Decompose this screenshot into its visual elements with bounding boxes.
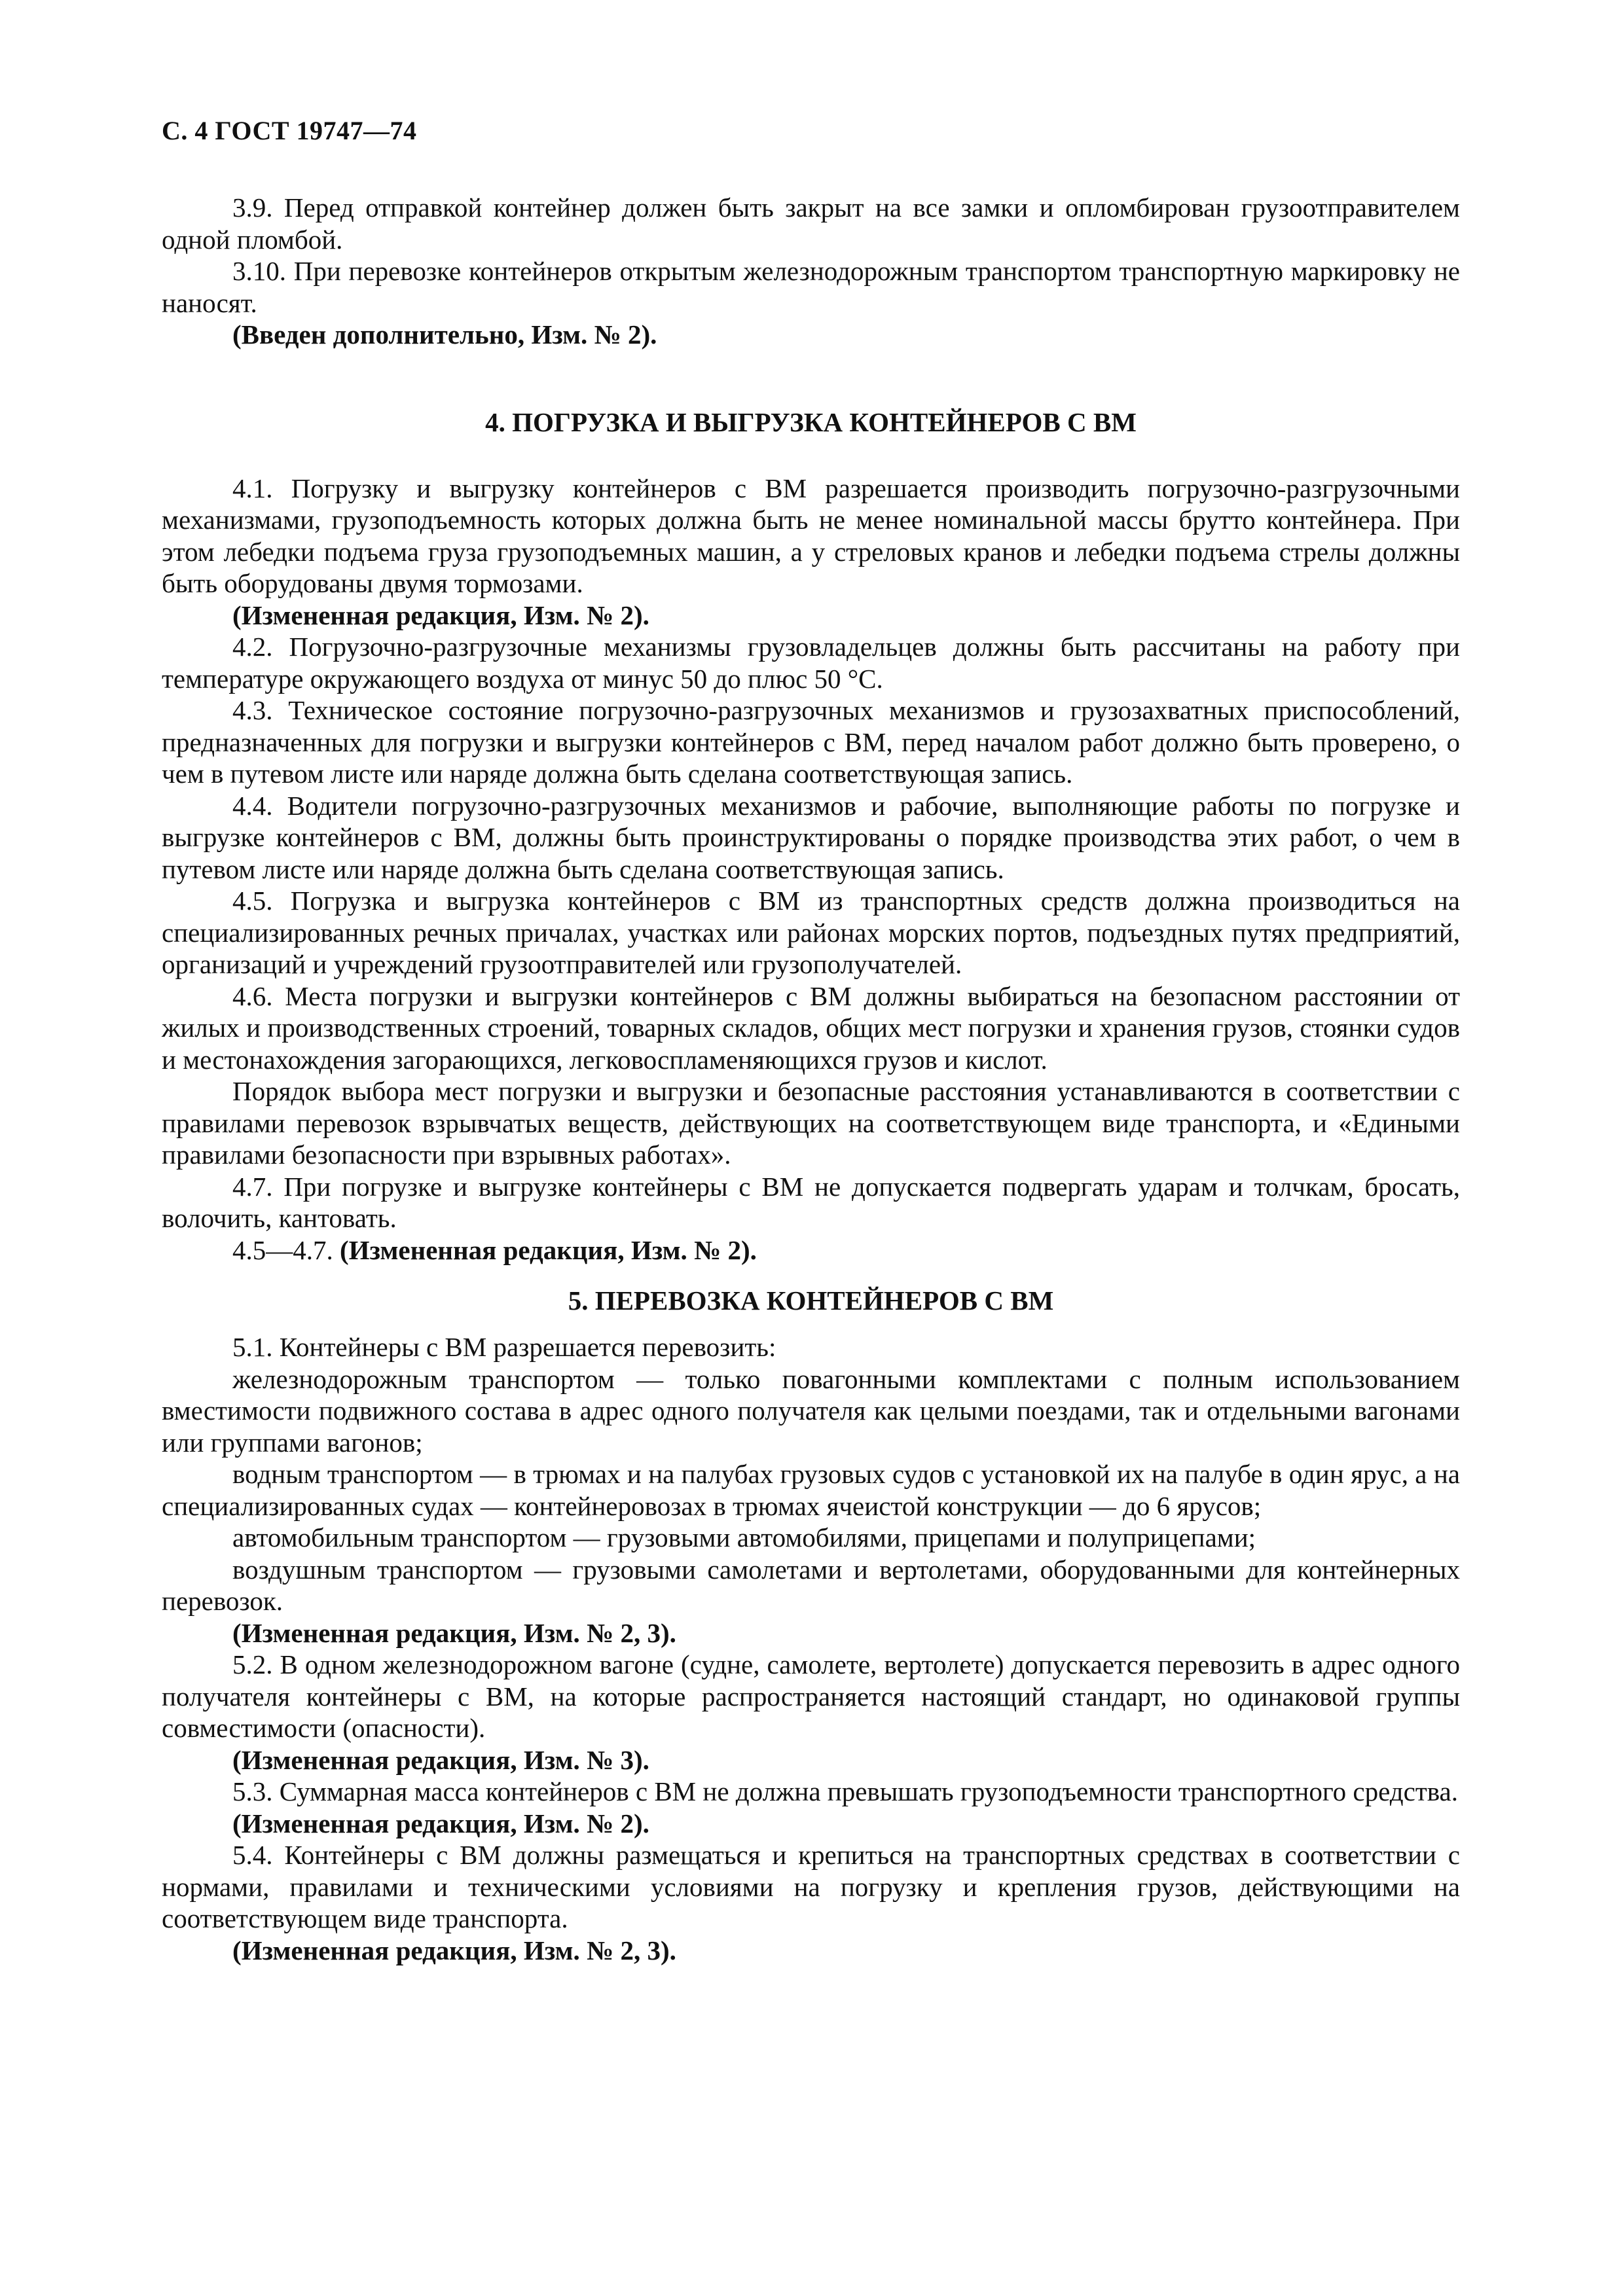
paragraph-5-1-rail: железнодорожным транспортом — только повагонными комплектами с полным использованием вместимости подвижного состава в адрес одного получателя как целыми поездами, так и отдельными вагонами или группами вагонов; [162, 1363, 1460, 1458]
paragraph-4-5: 4.5. Погрузка и выгрузка контейнеров с ВМ из транспортных средств должна производиться на специализированных речных причалах, участках или районах морских портов, подъездных путях предприятий, организаций и учреждений грузоотправителей или грузополучателей. [162, 886, 1460, 979]
paragraph-4-6-continued: Порядок выбора мест погрузки и выгрузки и безопасные расстояния устанавливаются в соответствии с правилами перевозок взрывчатых веществ, действующих на соответствующем виде транспорта, и «Едиными правилами безопасности при взрывных работах». [162, 1076, 1460, 1170]
paragraph-5-4: 5.4. Контейнеры с ВМ должны размещаться и крепиться на транспортных средствах в соответствии с нормами, правилами и техническими условиями на погрузку и крепления грузов, действующими на соответствующем виде транспорта. [162, 1840, 1460, 1933]
amendment-note: (Измененная редакция, Изм. № 2). [232, 600, 649, 630]
amendment-note-4-5-4-7 [162, 1234, 1460, 1266]
paragraph-4-1: 4.1. Погрузку и выгрузку контейнеров с ВМ разрешается производить погрузочно-разгрузочными механизмами, грузоподъемность которых должна быть не менее номинальной массы брутто контейнера. При этом лебедки подъема груза грузоподъемных машин, а у стреловых кранов и лебедки подъема стрелы должны быть оборудованы двумя тормозами. [162, 473, 1460, 598]
paragraph-3-10: 3.10. При перевозке контейнеров открытым железнодорожным транспортом транспортную маркировку не наносят. [162, 256, 1460, 318]
amendment-note-text: (Измененная редакция, Изм. № 2). [340, 1234, 757, 1265]
paragraph-4-2: 4.2. Погрузочно-разгрузочные механизмы грузовладельцев должны быть рассчитаны на работу при температуре окружающего воздуха от минус 50 до плюс 50 °С. [162, 632, 1460, 694]
paragraph-5-2: 5.2. В одном железнодорожном вагоне (судне, самолете, вертолете) допускается перевозить в адрес одного получателя контейнеры с ВМ, на которые распространяется настоящий стандарт, но одинаковой группы совместимости (опасности). [162, 1649, 1460, 1743]
spacer [162, 1266, 1460, 1284]
paragraph-5-1: 5.1. Контейнеры с ВМ разрешается перевозить: [232, 1332, 776, 1362]
paragraph-5-3: 5.3. Суммарная масса контейнеров с ВМ не должна превышать грузоподъемности транспортного средства. [232, 1776, 1459, 1806]
paragraph-5-1-water: водным транспортом — в трюмах и на палубах грузовых судов с установкой их на палубе в один ярус, а на специализированных судах — контейнеровозах в трюмах ячеистой конструкции — до 6 ярусов; [162, 1459, 1460, 1521]
section-5-heading: 5. ПЕРЕВОЗКА КОНТЕЙНЕРОВ С ВМ [568, 1285, 1054, 1316]
amendment-note: (Измененная редакция, Изм. № 3). [232, 1744, 649, 1775]
section-4-heading: 4. ПОГРУЗКА И ВЫГРУЗКА КОНТЕЙНЕРОВ С ВМ [485, 406, 1137, 437]
paragraph-4-3: 4.3. Техническое состояние погрузочно-разгрузочных механизмов и грузозахватных приспособлений, предназначенных для погрузки и выгрузки контейнеров с ВМ, перед началом работ должно быть проверено, о чем в путевом листе или наряде должна быть сделана соответствующая запись. [162, 695, 1460, 789]
paragraph-4-7: 4.7. При погрузке и выгрузке контейнеры с ВМ не допускается подвергать ударам и толчкам, бросать, волочить, кантовать. [162, 1171, 1460, 1233]
paragraph-5-1-auto: автомобильным транспортом — грузовыми автомобилями, прицепами и полуприцепами; [232, 1522, 1256, 1552]
clause-range: 4.5—4.7. [232, 1234, 333, 1265]
paragraph-4-4: 4.4. Водители погрузочно-разгрузочных механизмов и рабочие, выполняющие работы по погрузке и выгрузке контейнеров с ВМ, должны быть проинструктированы о порядке производства этих работ, о чем в путевом листе или наряде должна быть сделана соответствующая запись. [162, 790, 1460, 884]
spacer [162, 1317, 1460, 1331]
paragraph-4-6: 4.6. Места погрузки и выгрузки контейнеров с ВМ должны выбираться на безопасном расстоянии от жилых и производственных строений, товарных складов, общих мест погрузки и хранения грузов, стоянки судов и местонахождения загорающихся, легковоспламеняющихся грузов и кислот. [162, 980, 1460, 1075]
amendment-note: (Измененная редакция, Изм. № 2). [232, 1808, 649, 1839]
amendment-note: (Измененная редакция, Изм. № 2, 3). [232, 1935, 676, 1965]
page-body [162, 192, 1460, 1966]
amendment-note: (Измененная редакция, Изм. № 2, 3). [232, 1617, 676, 1648]
running-header: С. 4 ГОСТ 19747—74 [162, 116, 417, 145]
spacer [162, 439, 1460, 473]
paragraph-5-1-air: воздушным транспортом — грузовыми самолетами и вертолетами, оборудованными для контейнерных перевозок. [162, 1554, 1460, 1616]
amendment-note: (Введен дополнительно, Изм. № 2). [232, 319, 657, 350]
spacer [162, 351, 1460, 406]
paragraph-3-9: 3.9. Перед отправкой контейнер должен быть закрыт на все замки и опломбирован грузоотправителем одной пломбой. [162, 192, 1460, 255]
